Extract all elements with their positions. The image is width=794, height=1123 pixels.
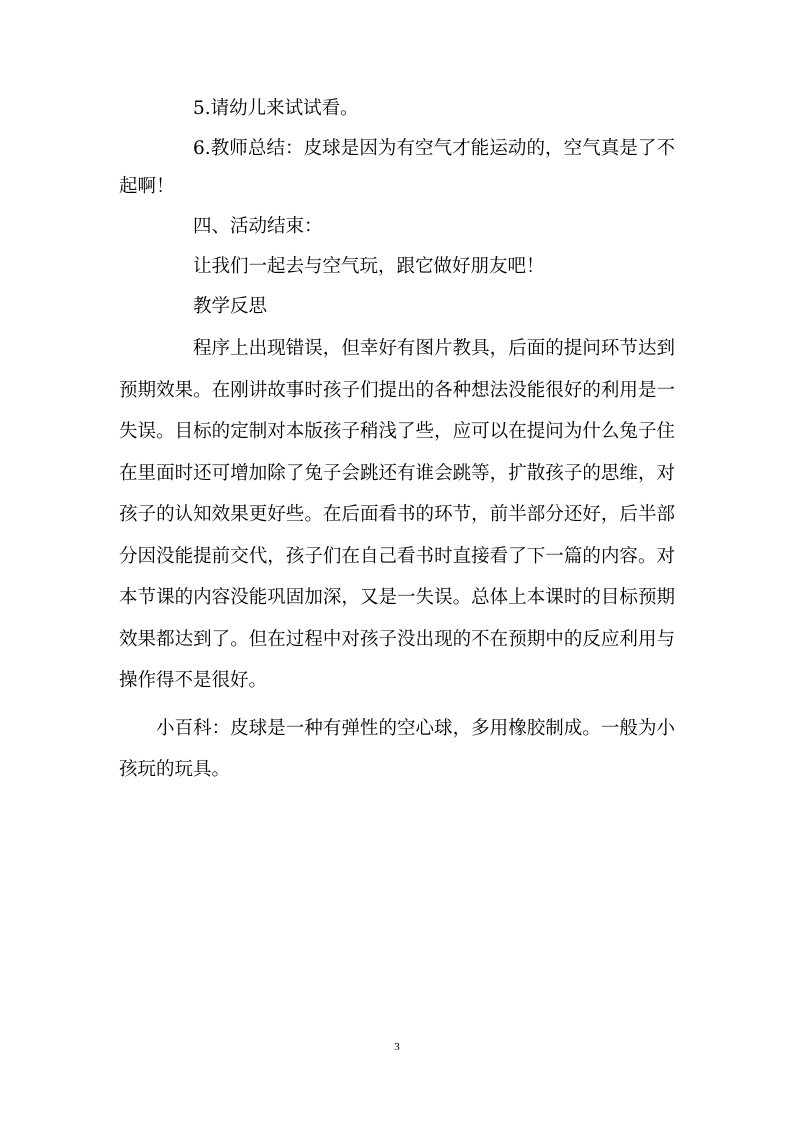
section-heading-activity-end: 四、活动结束：: [193, 216, 323, 237]
paragraph-step-6: 6.教师总结：皮球是因为有空气才能运动的，空气真是了不起啊！: [119, 138, 675, 197]
section-heading-reflection: 教学反思: [193, 296, 268, 317]
document-body: [119, 90, 675, 790]
paragraph-activity-end: 让我们一起去与空气玩，跟它做好朋友吧！: [193, 256, 545, 277]
page-number: 3: [394, 1041, 400, 1053]
paragraph-step-5: 5.请幼儿来试试看。: [193, 98, 359, 119]
paragraph-reflection: 程序上出现错误，但幸好有图片教具，后面的提问环节达到预期效果。在刚讲故事时孩子们提出的各种想法没能很好的利用是一失误。目标的定制对本版孩子稍浅了些，应可以在提问为什么兔子住在里面时还可增加除了兔子会跳还有谁会跳等，扩散孩子的思维，对孩子的认知效果更好些。在后面看书的环节，前半部分还好，后半部分因没能提前交代，孩子们在自己看书时直接看了下一篇的内容。对本节课的内容没能巩固加深，又是一失误。总体上本课时的目标预期效果都达到了。但在过程中对孩子没出现的不在预期中的反应利用与操作得不是很好。: [119, 338, 675, 691]
paragraph-encyclopedia: 小百科：皮球是一种有弹性的空心球，多用橡胶制成。一般为小孩玩的玩具。: [119, 717, 675, 780]
